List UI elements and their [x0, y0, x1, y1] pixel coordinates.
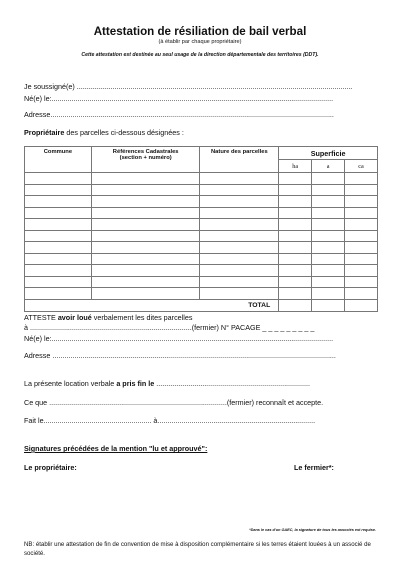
- nb-note: NB: établir une attestation de fin de convention de mise à disposition complémentaire si les terres étaient louées à un associé de société.: [24, 541, 371, 557]
- table-cell[interactable]: [200, 173, 279, 185]
- fermier-signature-label: Le fermier*:: [294, 463, 334, 472]
- table-cell[interactable]: [91, 184, 200, 196]
- table-cell[interactable]: [200, 276, 279, 288]
- ce-que-line[interactable]: Ce que .........................................................................................(fermier) reconnaît et accepte.: [24, 398, 324, 407]
- parcels-heading-rest: des parcelles ci-dessous désignées :: [64, 128, 184, 137]
- table-cell[interactable]: [91, 173, 200, 185]
- atteste-prefix: ATTESTE: [24, 313, 58, 322]
- table-cell[interactable]: [345, 288, 378, 300]
- table-cell[interactable]: [91, 288, 200, 300]
- table-cell[interactable]: [200, 253, 279, 265]
- atteste-line: [24, 313, 192, 322]
- table-cell[interactable]: [25, 253, 92, 265]
- table-row[interactable]: [25, 196, 378, 208]
- table-row[interactable]: [25, 276, 378, 288]
- table-cell[interactable]: [279, 288, 312, 300]
- table-cell[interactable]: [200, 288, 279, 300]
- table-cell[interactable]: [91, 196, 200, 208]
- total-a-cell[interactable]: [312, 299, 345, 311]
- table-cell[interactable]: [312, 196, 345, 208]
- table-cell[interactable]: [345, 207, 378, 219]
- table-row[interactable]: [25, 219, 378, 231]
- table-cell[interactable]: [279, 253, 312, 265]
- col-references: [91, 147, 200, 173]
- table-cell[interactable]: [25, 219, 92, 231]
- table-cell[interactable]: [345, 265, 378, 277]
- table-cell[interactable]: [279, 230, 312, 242]
- table-cell[interactable]: [279, 276, 312, 288]
- table-cell[interactable]: [312, 265, 345, 277]
- table-cell[interactable]: [345, 253, 378, 265]
- table-cell[interactable]: [25, 276, 92, 288]
- location-end-line[interactable]: [24, 379, 310, 388]
- table-cell[interactable]: [345, 184, 378, 196]
- parcels-heading: [24, 128, 184, 137]
- atteste-bold: avoir loué: [57, 313, 92, 322]
- fermier-birthdate-line[interactable]: Né(e) le:.............................................................................................................................................: [24, 334, 334, 343]
- document-subtitle: (à établir par chaque propriétaire): [158, 39, 242, 45]
- table-cell[interactable]: [25, 207, 92, 219]
- table-cell[interactable]: [312, 242, 345, 254]
- table-row[interactable]: [25, 242, 378, 254]
- table-cell[interactable]: [312, 276, 345, 288]
- table-row[interactable]: [25, 230, 378, 242]
- table-cell[interactable]: [312, 253, 345, 265]
- table-cell[interactable]: [25, 265, 92, 277]
- col-references-line1: Références Cadastrales: [112, 149, 179, 155]
- table-cell[interactable]: [200, 184, 279, 196]
- table-cell[interactable]: [312, 288, 345, 300]
- table-cell[interactable]: [279, 219, 312, 231]
- table-cell[interactable]: [279, 184, 312, 196]
- table-cell[interactable]: [345, 230, 378, 242]
- total-ca-cell[interactable]: [345, 299, 378, 311]
- table-cell[interactable]: [25, 196, 92, 208]
- owner-address-line[interactable]: Adresse..............................................................................................................................................: [24, 110, 334, 119]
- table-cell[interactable]: [345, 219, 378, 231]
- owner-signature-label: Le propriétaire:: [24, 463, 77, 472]
- table-cell[interactable]: [345, 196, 378, 208]
- table-cell[interactable]: [345, 276, 378, 288]
- table-cell[interactable]: [312, 219, 345, 231]
- unit-a: a: [312, 160, 345, 173]
- location-rest: .............................................................................: [154, 379, 311, 388]
- table-cell[interactable]: [279, 265, 312, 277]
- table-header-row: [25, 147, 378, 160]
- table-cell[interactable]: [91, 219, 200, 231]
- owner-birthdate-line[interactable]: Né(e) le:.............................................................................................................................................: [24, 94, 334, 103]
- table-cell[interactable]: [25, 230, 92, 242]
- table-cell[interactable]: [312, 207, 345, 219]
- table-cell[interactable]: [200, 207, 279, 219]
- unit-ca: ca: [345, 160, 378, 173]
- col-superficie: Superficie: [279, 147, 378, 160]
- table-cell[interactable]: [312, 184, 345, 196]
- signatures-heading: Signatures précédées de la mention "lu et approuvé":: [24, 444, 208, 453]
- total-label: TOTAL: [25, 299, 279, 311]
- table-cell[interactable]: [200, 230, 279, 242]
- table-cell[interactable]: [200, 242, 279, 254]
- table-cell[interactable]: [91, 253, 200, 265]
- col-commune: Commune: [25, 147, 92, 173]
- table-cell[interactable]: [279, 173, 312, 185]
- unit-ha: ha: [279, 160, 312, 173]
- gaec-footnote: *Dans le cas d'un GAEC, la signature de tous les associés est requise.: [249, 528, 376, 532]
- table-row[interactable]: [25, 207, 378, 219]
- total-ha-cell[interactable]: [279, 299, 312, 311]
- table-cell[interactable]: [200, 219, 279, 231]
- location-prefix: La présente location verbale: [24, 379, 117, 388]
- table-cell[interactable]: [345, 242, 378, 254]
- table-cell[interactable]: [25, 288, 92, 300]
- table-cell[interactable]: [279, 207, 312, 219]
- fait-le-line[interactable]: Fait le...................................................... à...............................................................................: [24, 416, 316, 425]
- table-cell[interactable]: [91, 276, 200, 288]
- col-nature: Nature des parcelles: [200, 147, 279, 173]
- table-row[interactable]: [25, 265, 378, 277]
- table-row[interactable]: [25, 184, 378, 196]
- table-cell[interactable]: [345, 173, 378, 185]
- total-row: [25, 299, 378, 311]
- table-cell[interactable]: [91, 230, 200, 242]
- table-row[interactable]: [25, 173, 378, 185]
- atteste-rest: verbalement les dites parcelles: [91, 313, 193, 322]
- table-cell[interactable]: [25, 242, 92, 254]
- table-cell[interactable]: [25, 184, 92, 196]
- table-row[interactable]: [25, 253, 378, 265]
- table-cell[interactable]: [279, 242, 312, 254]
- soussigne-line[interactable]: Je soussigné(e) ..........................................................................................................................................: [24, 82, 353, 91]
- table-cell[interactable]: [279, 196, 312, 208]
- table-cell[interactable]: [200, 196, 279, 208]
- table-cell[interactable]: [312, 173, 345, 185]
- table-cell[interactable]: [91, 265, 200, 277]
- table-cell[interactable]: [25, 173, 92, 185]
- document-title: Attestation de résiliation de bail verbal: [93, 25, 307, 38]
- location-bold: a pris fin le: [116, 379, 155, 388]
- fermier-address-line[interactable]: Adresse ..............................................................................................................................................: [24, 351, 336, 360]
- table-cell[interactable]: [91, 207, 200, 219]
- parcels-heading-bold: Propriétaire: [24, 128, 65, 137]
- usage-note: Cette attestation est destinée au seul usage de la direction départementale des territoires (DDT).: [81, 52, 319, 58]
- table-cell[interactable]: [91, 242, 200, 254]
- col-references-line2: (section + numéro): [119, 155, 172, 161]
- table-cell[interactable]: [200, 265, 279, 277]
- table-row[interactable]: [25, 288, 378, 300]
- fermier-line[interactable]: à .................................................................................(fermier) N° PACAGE _ _ _ _ _ _ _ _ _: [24, 323, 315, 332]
- parcels-table: [24, 146, 378, 312]
- table-cell[interactable]: [312, 230, 345, 242]
